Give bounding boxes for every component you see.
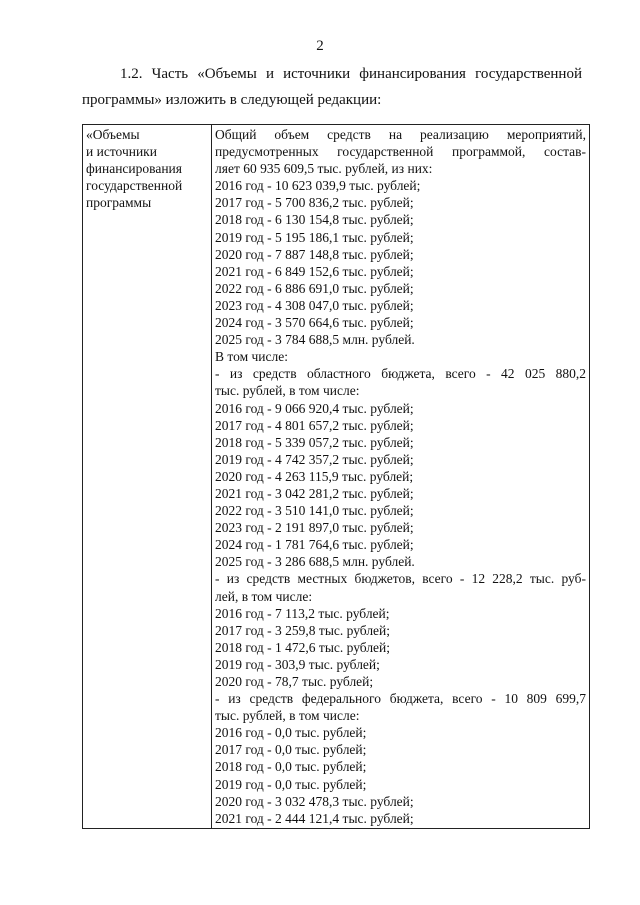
content-line: 2025 год - 3 784 688,5 млн. рублей. bbox=[215, 332, 415, 348]
content-line: 2018 год - 0,0 тыс. рублей; bbox=[215, 759, 367, 775]
content-line: 2025 год - 3 286 688,5 млн. рублей. bbox=[215, 554, 415, 570]
financing-table bbox=[82, 124, 590, 829]
content-line: тыс. рублей, в том числе: bbox=[215, 383, 360, 399]
content-line: 2023 год - 4 308 047,0 тыс. рублей; bbox=[215, 297, 414, 313]
content-line: 2016 год - 0,0 тыс. рублей; bbox=[215, 725, 367, 741]
content-line: 2019 год - 5 195 186,1 тыс. рублей; bbox=[215, 229, 414, 245]
label-line: финансирования bbox=[86, 161, 182, 177]
label-line: «Объемы bbox=[86, 127, 140, 142]
content-line: 2019 год - 303,9 тыс. рублей; bbox=[215, 656, 380, 672]
content-line: 2016 год - 9 066 920,4 тыс. рублей; bbox=[215, 400, 414, 416]
content-line: 2021 год - 2 444 121,4 тыс. рублей; bbox=[215, 810, 414, 826]
content-line: 2019 год - 0,0 тыс. рублей; bbox=[215, 776, 367, 792]
content-line: 2022 год - 3 510 141,0 тыс. рублей; bbox=[215, 503, 414, 519]
content-line: 2023 год - 2 191 897,0 тыс. рублей; bbox=[215, 520, 414, 536]
content-line: 2020 год - 4 263 115,9 тыс. рублей; bbox=[215, 468, 414, 484]
content-line: ляет 60 935 609,5 тыс. рублей, из них: bbox=[215, 161, 433, 177]
content-line: тыс. рублей, в том числе: bbox=[215, 708, 360, 724]
content-line: 2020 год - 3 032 478,3 тыс. рублей; bbox=[215, 793, 414, 809]
content-line: 2019 год - 4 742 357,2 тыс. рублей; bbox=[215, 451, 414, 467]
content-line: 2016 год - 10 623 039,9 тыс. рублей; bbox=[215, 178, 421, 194]
label-line: государственной bbox=[86, 178, 183, 194]
content-line: 2016 год - 7 113,2 тыс. рублей; bbox=[215, 605, 390, 621]
content-line: 2020 год - 78,7 тыс. рублей; bbox=[215, 674, 374, 689]
content-line: 2021 год - 6 849 152,6 тыс. рублей; bbox=[215, 263, 414, 279]
content-line: 2017 год - 4 801 657,2 тыс. рублей; bbox=[215, 417, 414, 433]
page-number: 2 bbox=[316, 38, 324, 54]
financing-row bbox=[83, 125, 590, 829]
financing-label-cell bbox=[83, 125, 212, 829]
content-line: 2017 год - 3 259,8 тыс. рублей; bbox=[215, 622, 391, 638]
content-line: - из средств федерального бюджета, всего - 10 809 699,7 bbox=[215, 691, 586, 707]
intro-paragraph-line-2: программы» изложить в следующей редакции: bbox=[82, 92, 382, 108]
content-line: Общий объем средств на реализацию мероприятий, bbox=[215, 127, 586, 142]
content-line: 2018 год - 6 130 154,8 тыс. рублей; bbox=[215, 212, 414, 228]
content-line: лей, в том числе: bbox=[215, 588, 313, 604]
content-line: - из средств областного бюджета, всего - 42 025 880,2 bbox=[215, 366, 586, 382]
content-line: 2022 год - 6 886 691,0 тыс. рублей; bbox=[215, 280, 414, 296]
label-line: и источники bbox=[86, 144, 157, 160]
content-line: 2018 год - 1 472,6 тыс. рублей; bbox=[215, 639, 391, 655]
content-line: 2024 год - 1 781 764,6 тыс. рублей; bbox=[215, 537, 414, 553]
content-line: 2017 год - 0,0 тыс. рублей; bbox=[215, 742, 367, 758]
intro-paragraph-line-1: 1.2. Часть «Объемы и источники финансирования государственной bbox=[120, 66, 582, 82]
content-line: 2021 год - 3 042 281,2 тыс. рублей; bbox=[215, 485, 414, 501]
financing-content-cell bbox=[212, 125, 590, 829]
content-line: 2020 год - 7 887 148,8 тыс. рублей; bbox=[215, 246, 414, 262]
content-line: предусмотренных государственной программой, состав- bbox=[215, 144, 586, 160]
content-line: 2017 год - 5 700 836,2 тыс. рублей; bbox=[215, 195, 414, 211]
content-line: В том числе: bbox=[215, 349, 288, 365]
content-line: 2018 год - 5 339 057,2 тыс. рублей; bbox=[215, 434, 414, 450]
label-line: программы bbox=[86, 195, 152, 211]
content-line: - из средств местных бюджетов, всего - 12 228,2 тыс. руб- bbox=[215, 571, 586, 587]
content-line: 2024 год - 3 570 664,6 тыс. рублей; bbox=[215, 315, 414, 331]
